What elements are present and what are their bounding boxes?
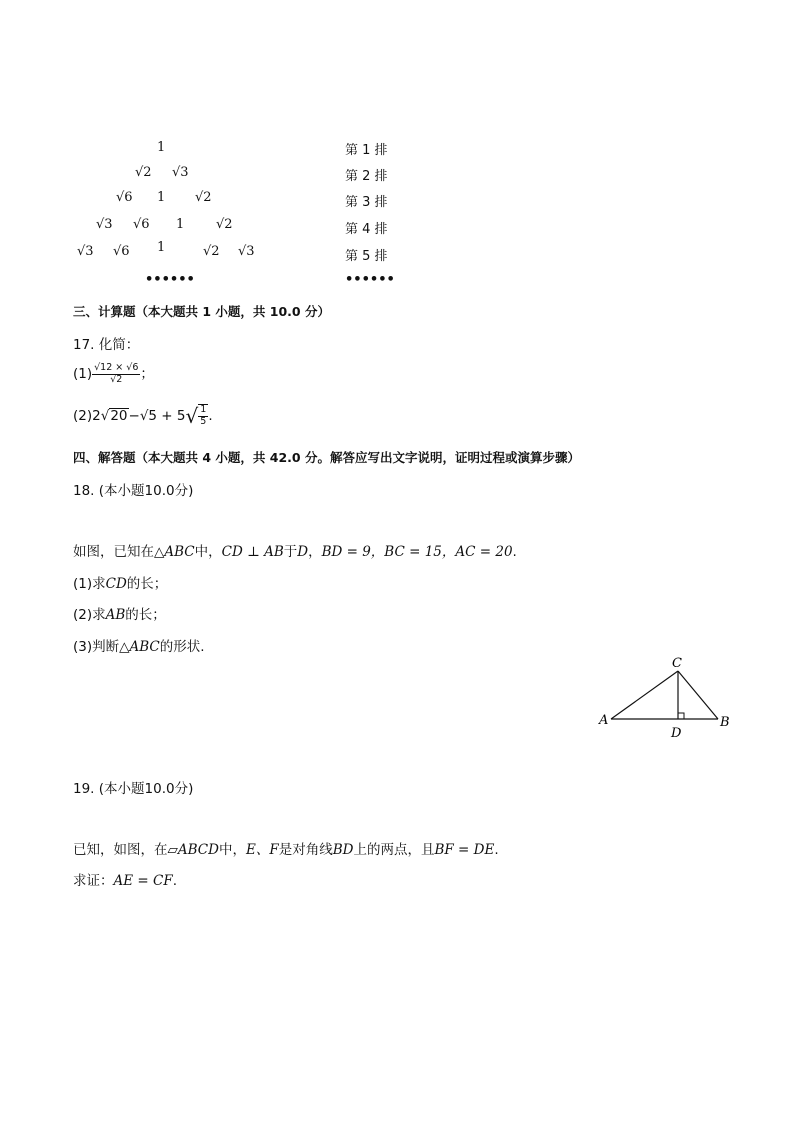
text: (2)求 [73,607,106,623]
side-bc [678,671,718,719]
point-label-d: D [671,726,682,741]
math: D [297,544,309,560]
radicand: 20 [110,408,128,424]
fraction [198,404,208,428]
punctuation: . [208,408,213,424]
fraction-numerator: √12 × √6 [94,361,139,373]
triangle-cell: √3 [172,165,189,180]
fraction [92,363,140,386]
row-label-ellipsis: •••••• [345,272,395,287]
question-17-title: 17. 化简： [73,337,140,353]
section-heading: 四、解答题（本大题共 4 小题，共 42.0 分。解答应写出文字说明，证明过程或演算步骤） [73,450,580,465]
question-17-part-2 [73,404,213,428]
text: 的长； [125,607,166,623]
question-19-prove [73,869,177,889]
triangle-ellipsis: •••••• [145,272,195,287]
fraction-denominator: 5 [200,416,207,427]
question-18-part-1 [73,572,167,592]
text: 中， [218,842,246,858]
text: (3)判断 [73,639,120,655]
vertex-label-a: A [599,713,609,728]
triangle-figure [590,650,740,745]
section-heading: 三、计算题（本大题共 1 小题，共 10.0 分） [73,304,330,319]
text: 是对角线 [278,842,333,858]
text: ， [308,544,322,560]
triangle-cell: √2 [195,190,212,205]
triangle-cell: √3 [96,217,113,232]
question-19-title: 19. (本小题10.0分) [73,781,194,797]
question-19-stem [73,838,499,858]
math: △ABC [119,639,160,655]
text: . [172,873,177,889]
right-angle-mark [678,713,684,719]
question-17-part-1 [73,362,154,385]
triangle-cell: √2 [216,217,233,232]
vertex-label-b: B [720,715,730,730]
triangle-cell: 1 [157,140,166,155]
text: 的形状. [159,639,205,655]
question-18-title: 18. (本小题10.0分) [73,483,194,499]
text: (1)求 [73,576,106,592]
triangle-cell: √6 [133,217,150,232]
text: 如图，已知在 [73,544,154,560]
vertex-label-c: C [672,656,682,671]
side-ac [611,671,678,719]
triangle-cell: √2 [135,165,152,180]
question-18-stem [73,540,517,560]
punctuation: ； [140,366,154,382]
sqrt-expression: √ $\frac{1}{5}$ [185,404,207,428]
row-label: 第 5 排 [345,249,388,264]
question-18-part-2 [73,603,166,623]
triangle-cell: √6 [113,244,130,259]
triangle-cell: √3 [238,244,255,259]
triangle-cell: √3 [77,244,94,259]
math: CD [105,576,127,592]
row-label: 第 2 排 [345,169,388,184]
row-label: 第 1 排 [345,143,388,158]
triangle-cell: 1 [157,240,166,255]
triangle-cell: √6 [116,190,133,205]
math: AB [105,607,126,623]
triangle-cell: 1 [157,190,166,205]
text: 于 [283,544,298,560]
math: AE = CF [113,873,173,889]
math: BD [332,842,354,858]
math: ▱ABCD [167,842,219,858]
math: △ABC [154,544,195,560]
fraction-numerator: 1 [200,404,207,416]
part-number: (1) [73,366,93,382]
fraction-denominator: √2 [110,373,123,385]
part-number: (2)2 [73,408,101,424]
text: 的长； [126,576,168,592]
text: 上的两点，且 [353,842,435,858]
math: BF = DE [434,842,495,858]
question-18-part-3 [73,635,205,655]
sqrt-expression: √20 [100,408,128,424]
text: . [494,842,499,858]
row-label: 第 3 排 [345,195,388,210]
math: BD = 9，BC = 15，AC = 20 [321,544,513,560]
row-label: 第 4 排 [345,222,388,237]
text: 求证： [73,873,114,889]
expression: −√5 + 5 [128,408,186,424]
text: 中， [194,544,222,560]
math: CD ⊥ AB [221,544,284,560]
math: E、F [245,842,279,858]
text: 已知，如图，在 [73,842,168,858]
triangle-cell: 1 [176,217,185,232]
triangle-cell: √2 [203,244,220,259]
text: . [512,544,517,560]
